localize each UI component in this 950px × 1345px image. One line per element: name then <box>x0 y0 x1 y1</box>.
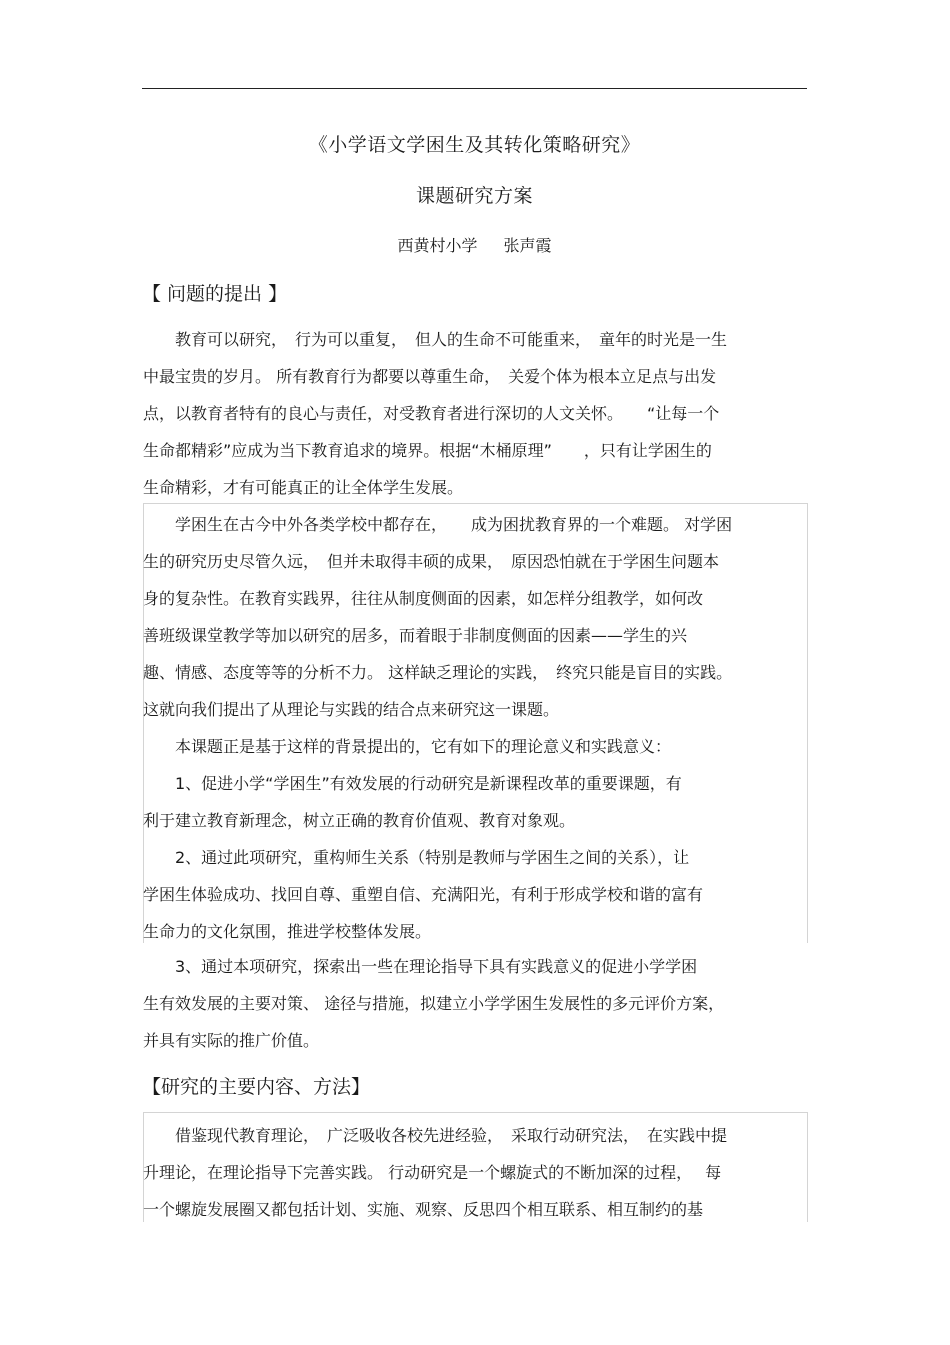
text-line: 2、通过此项研究，重构师生关系（特别是教师与学困生之间的关系），让 <box>143 848 690 867</box>
text-line: 生的研究历史尽管久远， 但并未取得丰硕的成果， 原因恐怕就在于学困生问题本 <box>143 552 720 571</box>
text-line: 一个螺旋发展圈又都包括计划、实施、观察、反思四个相互联系、相互制约的基 <box>143 1200 704 1219</box>
author-name: 张声霞 <box>503 236 552 255</box>
section-heading-content-methods: 【研究的主要内容、方法】 <box>142 1076 371 1098</box>
header-rule <box>142 88 807 89</box>
text-line: 善班级课堂教学等加以研究的居多，而着眼于非制度侧面的因素——学生的兴 <box>143 626 688 645</box>
block2-frame-top <box>143 1112 807 1113</box>
school-name: 西黄村小学 <box>397 236 478 255</box>
text-line: 趣、情感、态度等等的分析不力。 这样缺乏理论的实践， 终究只能是盲目的实践。 <box>143 663 733 682</box>
text-line: 利于建立教育新理念，树立正确的教育价值观、教育对象观。 <box>143 811 576 830</box>
paragraph-7 <box>143 1117 808 1228</box>
paragraph-4 <box>143 765 808 839</box>
text-line: 生有效发展的主要对策、 途径与措施，拟建立小学学困生发展性的多元评价方案， <box>143 994 725 1013</box>
author-line <box>142 233 807 256</box>
text-line: 教育可以研究， 行为可以重复， 但人的生命不可能重来， 童年的时光是一生 <box>143 330 728 349</box>
text-line: 身的复杂性。在教育实践界，往往从制度侧面的因素，如怎样分组教学，如何改 <box>143 589 704 608</box>
paragraph-1 <box>143 321 808 506</box>
text-line: 借鉴现代教育理论， 广泛吸收各校先进经验， 采取行动研究法， 在实践中提 <box>143 1126 728 1145</box>
text-line: 并具有实际的推广价值。 <box>143 1031 320 1050</box>
section-heading-problem: 【 问题的提出 】 <box>142 283 288 305</box>
text-line: 1、促进小学“学困生”有效发展的行动研究是新课程改革的重要课题，有 <box>143 774 682 793</box>
text-line: 学困生体验成功、找回自尊、重塑自信、充满阳光，有利于形成学校和谐的富有 <box>143 885 704 904</box>
text-line: 生命力的文化氛围，推进学校整体发展。 <box>143 922 432 941</box>
text-line: 点，以教育者特有的良心与责任，对受教育者进行深切的人文关怀。 “让每一个 <box>143 404 720 423</box>
document-title: 《小学语文学困生及其转化策略研究》 <box>308 134 641 156</box>
paragraph-2 <box>143 506 808 728</box>
text-line: 本课题正是基于这样的背景提出的，它有如下的理论意义和实践意义： <box>143 737 672 756</box>
text-line: 3、通过本项研究，探索出一些在理论指导下具有实践意义的促进小学学困 <box>143 957 698 976</box>
paragraph-5 <box>143 839 808 950</box>
text-line: 升理论，在理论指导下完善实践。 行动研究是一个螺旋式的不断加深的过程， 每 <box>143 1163 722 1182</box>
text-line: 中最宝贵的岁月。 所有教育行为都要以尊重生命， 关爱个体为根本立足点与出发 <box>143 367 717 386</box>
paragraph-3 <box>143 728 808 765</box>
text-line: 生命都精彩”应成为当下教育追求的境界。根据“木桶原理” ，只有让学困生的 <box>143 441 712 460</box>
text-line: 这就向我们提出了从理论与实践的结合点来研究这一课题。 <box>143 700 560 719</box>
text-line: 学困生在古今中外各类学校中都存在， 成为困扰教育界的一个难题。 对学困 <box>143 515 733 534</box>
text-line: 生命精彩，才有可能真正的让全体学生发展。 <box>143 478 464 497</box>
document-subtitle: 课题研究方案 <box>415 185 533 207</box>
paragraph-6 <box>143 948 808 1059</box>
